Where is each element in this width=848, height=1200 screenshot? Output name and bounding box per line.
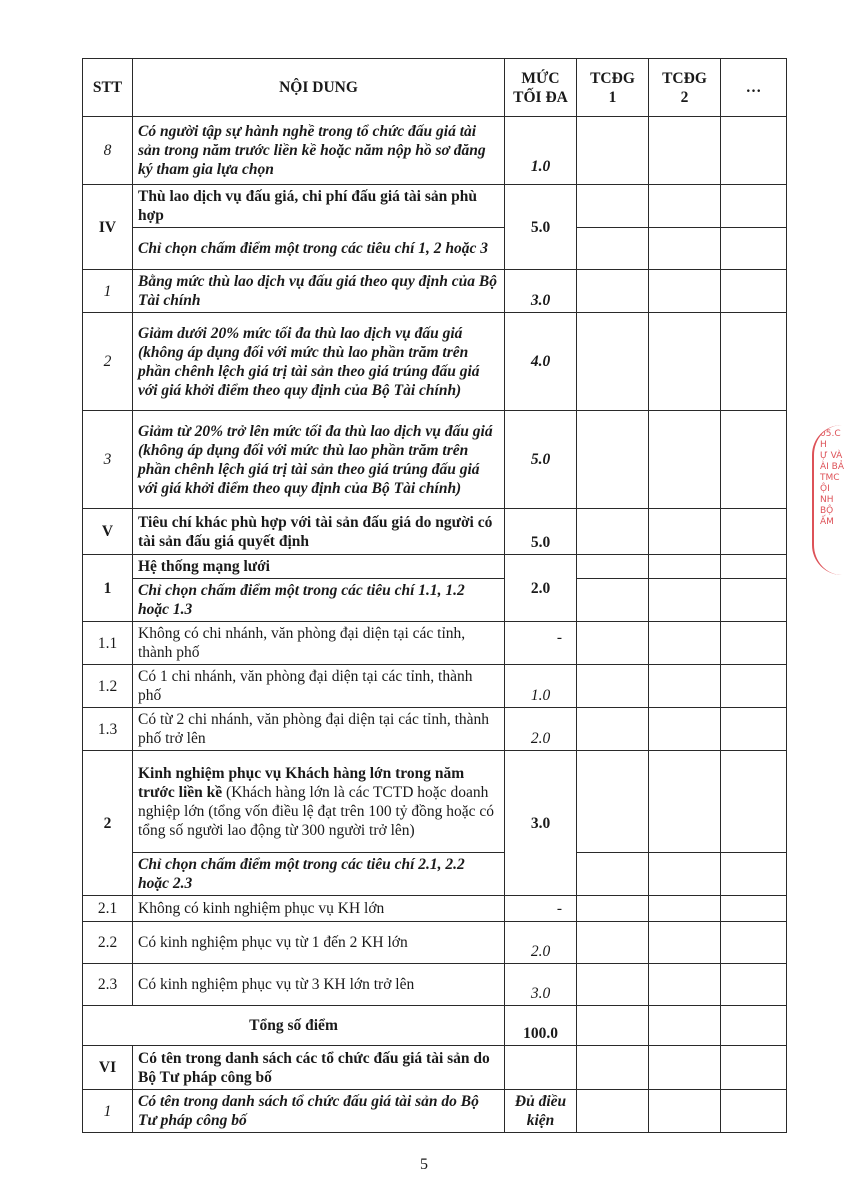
row-score-2 (649, 579, 721, 622)
row-score-1 (577, 896, 649, 922)
row-score-1 (577, 117, 649, 185)
row-score-more (721, 622, 787, 665)
row-score-more (721, 555, 787, 579)
red-seal-stamp: 05.C H Ự VÀ ÀI BẢ TMC ỘI NH BỘ ẤM (812, 425, 848, 575)
row-score-more (721, 1046, 787, 1090)
header-muc-toi-da: MỨC TỐI ĐA (505, 59, 577, 117)
row-score-1 (577, 270, 649, 313)
row-score-1 (577, 228, 649, 270)
table-header-row (83, 59, 787, 117)
row-score-more (721, 228, 787, 270)
table-row (83, 509, 787, 555)
row-score-more (721, 1006, 787, 1046)
row-score-2 (649, 117, 721, 185)
row-score-2 (649, 622, 721, 665)
row-score-2 (649, 270, 721, 313)
row-max: 5.0 (505, 185, 577, 270)
row-score-1 (577, 622, 649, 665)
header-tcdg-2: TCĐG 2 (649, 59, 721, 117)
row-score-more (721, 964, 787, 1006)
row-score-2 (649, 1090, 721, 1133)
row-stt: 2.2 (83, 922, 133, 964)
row-content: Không có chi nhánh, văn phòng đại diện tại các tỉnh, thành phố (133, 622, 505, 665)
row-score-more (721, 853, 787, 896)
table-row (83, 270, 787, 313)
row-content: Có kinh nghiệm phục vụ từ 3 KH lớn trở lên (133, 964, 505, 1006)
row-content: Bằng mức thù lao dịch vụ đấu giá theo quy định của Bộ Tài chính (133, 270, 505, 313)
table-row (83, 896, 787, 922)
row-content: Giảm từ 20% trở lên mức tối đa thù lao dịch vụ đấu giá (không áp dụng đối với mức thù lao phần trăm trên phần chênh lệch giá trị tài sản theo giá trúng đấu giá với giá khởi điểm theo quy định của Bộ Tài chính) (133, 411, 505, 509)
row-content: Có người tập sự hành nghề trong tổ chức đấu giá tài sản trong năm trước liền kề hoặc năm nộp hồ sơ đăng ký tham gia lựa chọn (133, 117, 505, 185)
row-stt: 8 (83, 117, 133, 185)
row-max: 1.0 (505, 665, 577, 708)
row-content: Tiêu chí khác phù hợp với tài sản đấu giá do người có tài sản đấu giá quyết định (133, 509, 505, 555)
row-score-2 (649, 313, 721, 411)
row-score-1 (577, 665, 649, 708)
row-score-2 (649, 185, 721, 228)
row-score-1 (577, 964, 649, 1006)
row-score-more (721, 117, 787, 185)
row-stt: 1.3 (83, 708, 133, 751)
header-more: … (721, 59, 787, 117)
row-score-2 (649, 665, 721, 708)
table-row (83, 313, 787, 411)
row-max: 1.0 (505, 117, 577, 185)
row-content: Có từ 2 chi nhánh, văn phòng đại diện tại các tỉnh, thành phố trở lên (133, 708, 505, 751)
row-score-2 (649, 228, 721, 270)
row-score-more (721, 751, 787, 853)
row-max: 3.0 (505, 964, 577, 1006)
header-noi-dung: NỘI DUNG (133, 59, 505, 117)
table-row (83, 117, 787, 185)
row-content: Có 1 chi nhánh, văn phòng đại diện tại các tỉnh, thành phố (133, 665, 505, 708)
row-stt: 3 (83, 411, 133, 509)
table-row (83, 1090, 787, 1133)
total-label: Tổng số điểm (83, 1006, 505, 1046)
table-row (83, 411, 787, 509)
table-row (83, 1046, 787, 1090)
table-row (83, 853, 787, 896)
row-score-more (721, 270, 787, 313)
row-max: 5.0 (505, 411, 577, 509)
row-max (505, 1046, 577, 1090)
row-score-2 (649, 1006, 721, 1046)
row-score-2 (649, 509, 721, 555)
row-score-1 (577, 555, 649, 579)
row-stt: 1.1 (83, 622, 133, 665)
total-row (83, 1006, 787, 1046)
row-max: 2.0 (505, 922, 577, 964)
row-note: Chỉ chọn chấm điểm một trong các tiêu chí 2.1, 2.2 hoặc 2.3 (133, 853, 505, 896)
row-score-1 (577, 411, 649, 509)
table-row (83, 185, 787, 228)
row-content: Có tên trong danh sách tổ chức đấu giá tài sản do Bộ Tư pháp công bố (133, 1090, 505, 1133)
row-score-more (721, 411, 787, 509)
row-note: Chỉ chọn chấm điểm một trong các tiêu chí 1.1, 1.2 hoặc 1.3 (133, 579, 505, 622)
row-score-more (721, 185, 787, 228)
row-stt: V (83, 509, 133, 555)
row-max: 4.0 (505, 313, 577, 411)
row-score-2 (649, 411, 721, 509)
header-tcdg-1: TCĐG 1 (577, 59, 649, 117)
row-score-more (721, 1090, 787, 1133)
table-row (83, 964, 787, 1006)
row-score-1 (577, 185, 649, 228)
header-stt: STT (83, 59, 133, 117)
row-score-more (721, 896, 787, 922)
row-score-2 (649, 964, 721, 1006)
table-row (83, 579, 787, 622)
row-content: Có tên trong danh sách các tổ chức đấu giá tài sản do Bộ Tư pháp công bố (133, 1046, 505, 1090)
row-note: Chỉ chọn chấm điểm một trong các tiêu chí 1, 2 hoặc 3 (133, 228, 505, 270)
row-score-1 (577, 313, 649, 411)
row-score-more (721, 708, 787, 751)
table-row (83, 555, 787, 579)
row-content: Giảm dưới 20% mức tối đa thù lao dịch vụ đấu giá (không áp dụng đối với mức thù lao phần trăm trên phần chênh lệch giá trị tài sản theo giá trúng đấu giá với giá khởi điểm theo quy định của Bộ Tài chính) (133, 313, 505, 411)
row-score-1 (577, 922, 649, 964)
row-content: Kinh nghiệm phục vụ Khách hàng lớn trong năm trước liền kề (Khách hàng lớn là các TCTD hoặc doanh nghiệp lớn (tổng vốn điều lệ đạt trên 100 tỷ đồng hoặc có tổng số người lao động từ 300 người trở lên) (133, 751, 505, 853)
row-score-1 (577, 1006, 649, 1046)
row-stt: 2.3 (83, 964, 133, 1006)
table-row (83, 228, 787, 270)
row-content: Không có kinh nghiệm phục vụ KH lớn (133, 896, 505, 922)
row-stt: 1 (83, 555, 133, 622)
table-row (83, 708, 787, 751)
row-max: 5.0 (505, 509, 577, 555)
row-stt: 2 (83, 751, 133, 896)
row-max: 3.0 (505, 270, 577, 313)
row-score-more (721, 579, 787, 622)
row-score-more (721, 313, 787, 411)
row-score-1 (577, 751, 649, 853)
row-score-2 (649, 853, 721, 896)
row-stt: 1 (83, 1090, 133, 1133)
row-content: Hệ thống mạng lưới (133, 555, 505, 579)
row-score-2 (649, 1046, 721, 1090)
total-max: 100.0 (505, 1006, 577, 1046)
table-row (83, 622, 787, 665)
row-stt: 2 (83, 313, 133, 411)
row-max: - (505, 622, 577, 665)
row-score-2 (649, 896, 721, 922)
row-stt: VI (83, 1046, 133, 1090)
row-score-more (721, 922, 787, 964)
row-content: Thù lao dịch vụ đấu giá, chi phí đấu giá tài sản phù hợp (133, 185, 505, 228)
row-score-1 (577, 1046, 649, 1090)
row-score-2 (649, 708, 721, 751)
page-number: 5 (420, 1156, 428, 1173)
row-score-1 (577, 579, 649, 622)
row-score-1 (577, 509, 649, 555)
row-score-2 (649, 555, 721, 579)
row-max: 2.0 (505, 555, 577, 622)
row-stt: 1 (83, 270, 133, 313)
table-row (83, 665, 787, 708)
row-max: 3.0 (505, 751, 577, 896)
row-max: - (505, 896, 577, 922)
row-stt: IV (83, 185, 133, 270)
row-max: Đủ điều kiện (505, 1090, 577, 1133)
row-stt: 2.1 (83, 896, 133, 922)
row-score-2 (649, 922, 721, 964)
row-score-more (721, 509, 787, 555)
table-row (83, 751, 787, 853)
row-content: Có kinh nghiệm phục vụ từ 1 đến 2 KH lớn (133, 922, 505, 964)
criteria-table (82, 58, 787, 1133)
row-score-1 (577, 853, 649, 896)
table-row (83, 922, 787, 964)
row-max: 2.0 (505, 708, 577, 751)
row-score-2 (649, 751, 721, 853)
row-score-1 (577, 1090, 649, 1133)
row-stt: 1.2 (83, 665, 133, 708)
row-score-1 (577, 708, 649, 751)
row-score-more (721, 665, 787, 708)
